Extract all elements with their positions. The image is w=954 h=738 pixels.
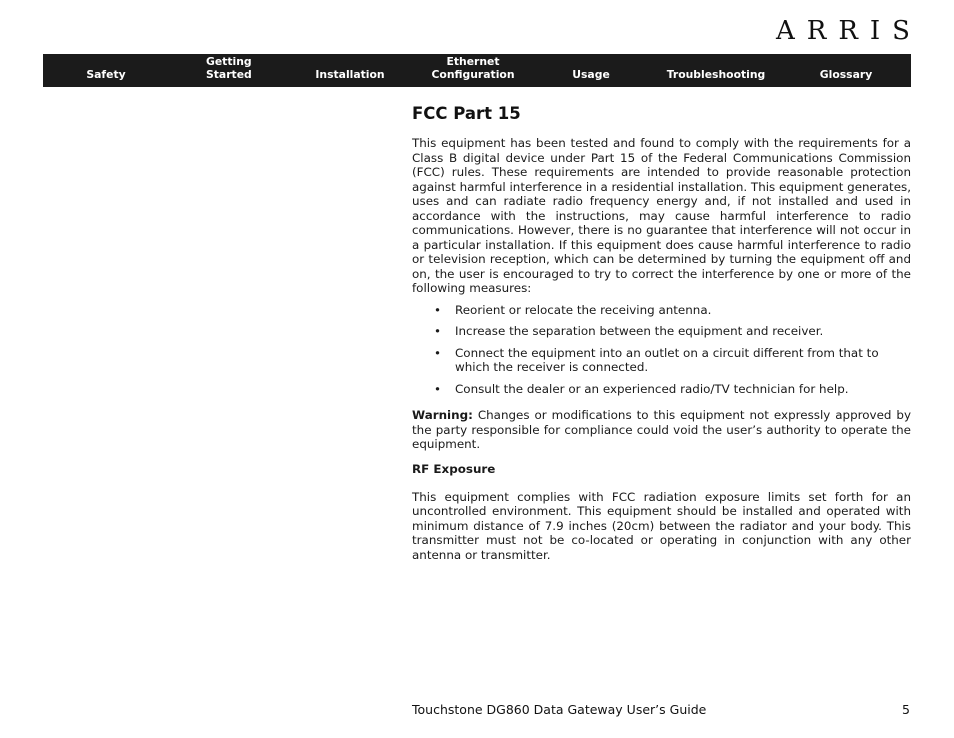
measures-list <box>412 303 911 397</box>
warning-paragraph <box>412 408 911 452</box>
bullet-icon: • <box>434 381 442 396</box>
list-item-text: Connect the equipment into an outlet on a circuit different from that to which the receiver is connected. <box>455 345 879 374</box>
footer-guide-title: Touchstone DG860 Data Gateway User’s Guide <box>412 702 707 717</box>
footer-page-number: 5 <box>902 702 910 717</box>
main-content <box>412 104 911 562</box>
warning-label: Warning: <box>412 408 473 422</box>
list-item-text: Consult the dealer or an experienced radio/TV technician for help. <box>455 381 849 396</box>
list-item <box>412 303 911 318</box>
rf-exposure-heading: RF Exposure <box>412 461 496 476</box>
nav-item-usage[interactable]: Usage <box>572 68 610 81</box>
top-navigation-bar <box>43 54 911 87</box>
nav-item-safety[interactable]: Safety <box>86 68 126 81</box>
nav-item-glossary[interactable]: Glossary <box>819 68 873 81</box>
nav-item-troubleshooting[interactable]: Troubleshooting <box>666 68 766 81</box>
list-item-text: Reorient or relocate the receiving antenna. <box>455 302 712 317</box>
intro-paragraph: This equipment has been tested and found to comply with the requirements for a Class B digital device under Part 15 of the Federal Communications Commission (FCC) rules. These requirements are intended to provide reasonable protection against harmful interference in a residential installation. This equipment generates, uses and can radiate radio frequency energy and, if not installed and used in accordance with the instructions, may cause harmful interference to radio communications. However, there is no guarantee that interference will not occur in a particular installation. If this equipment does cause harmful interference to radio or television reception, which can be determined by turning the equipment off and on, the user is encouraged to try to correct the interference by one or more of the following measures: <box>412 136 911 295</box>
brand-logo: ARRIS <box>775 16 922 46</box>
page-title: FCC Part 15 <box>412 104 521 123</box>
list-item <box>412 382 911 397</box>
list-item-text: Increase the separation between the equipment and receiver. <box>455 324 824 338</box>
nav-item-ethernet-configuration[interactable]: Ethernet Configuration <box>431 55 515 81</box>
list-item <box>412 324 911 339</box>
warning-text: Changes or modifications to this equipment not expressly approved by the party responsible for compliance could void the user’s authority to operate the equipment. <box>412 408 911 451</box>
bullet-icon: • <box>434 345 442 360</box>
bullet-icon: • <box>434 302 442 317</box>
nav-item-installation[interactable]: Installation <box>315 68 385 81</box>
bullet-icon: • <box>434 324 442 338</box>
nav-item-getting-started[interactable]: Getting Started <box>206 55 252 81</box>
rf-exposure-paragraph: This equipment complies with FCC radiation exposure limits set forth for an uncontrolled environment. This equipment should be installed and operated with minimum distance of 7.9 inches (20cm) between the radiator and your body. This transmitter must not be co-located or operating in conjunction with any other antenna or transmitter. <box>412 489 911 562</box>
list-item <box>412 346 911 375</box>
